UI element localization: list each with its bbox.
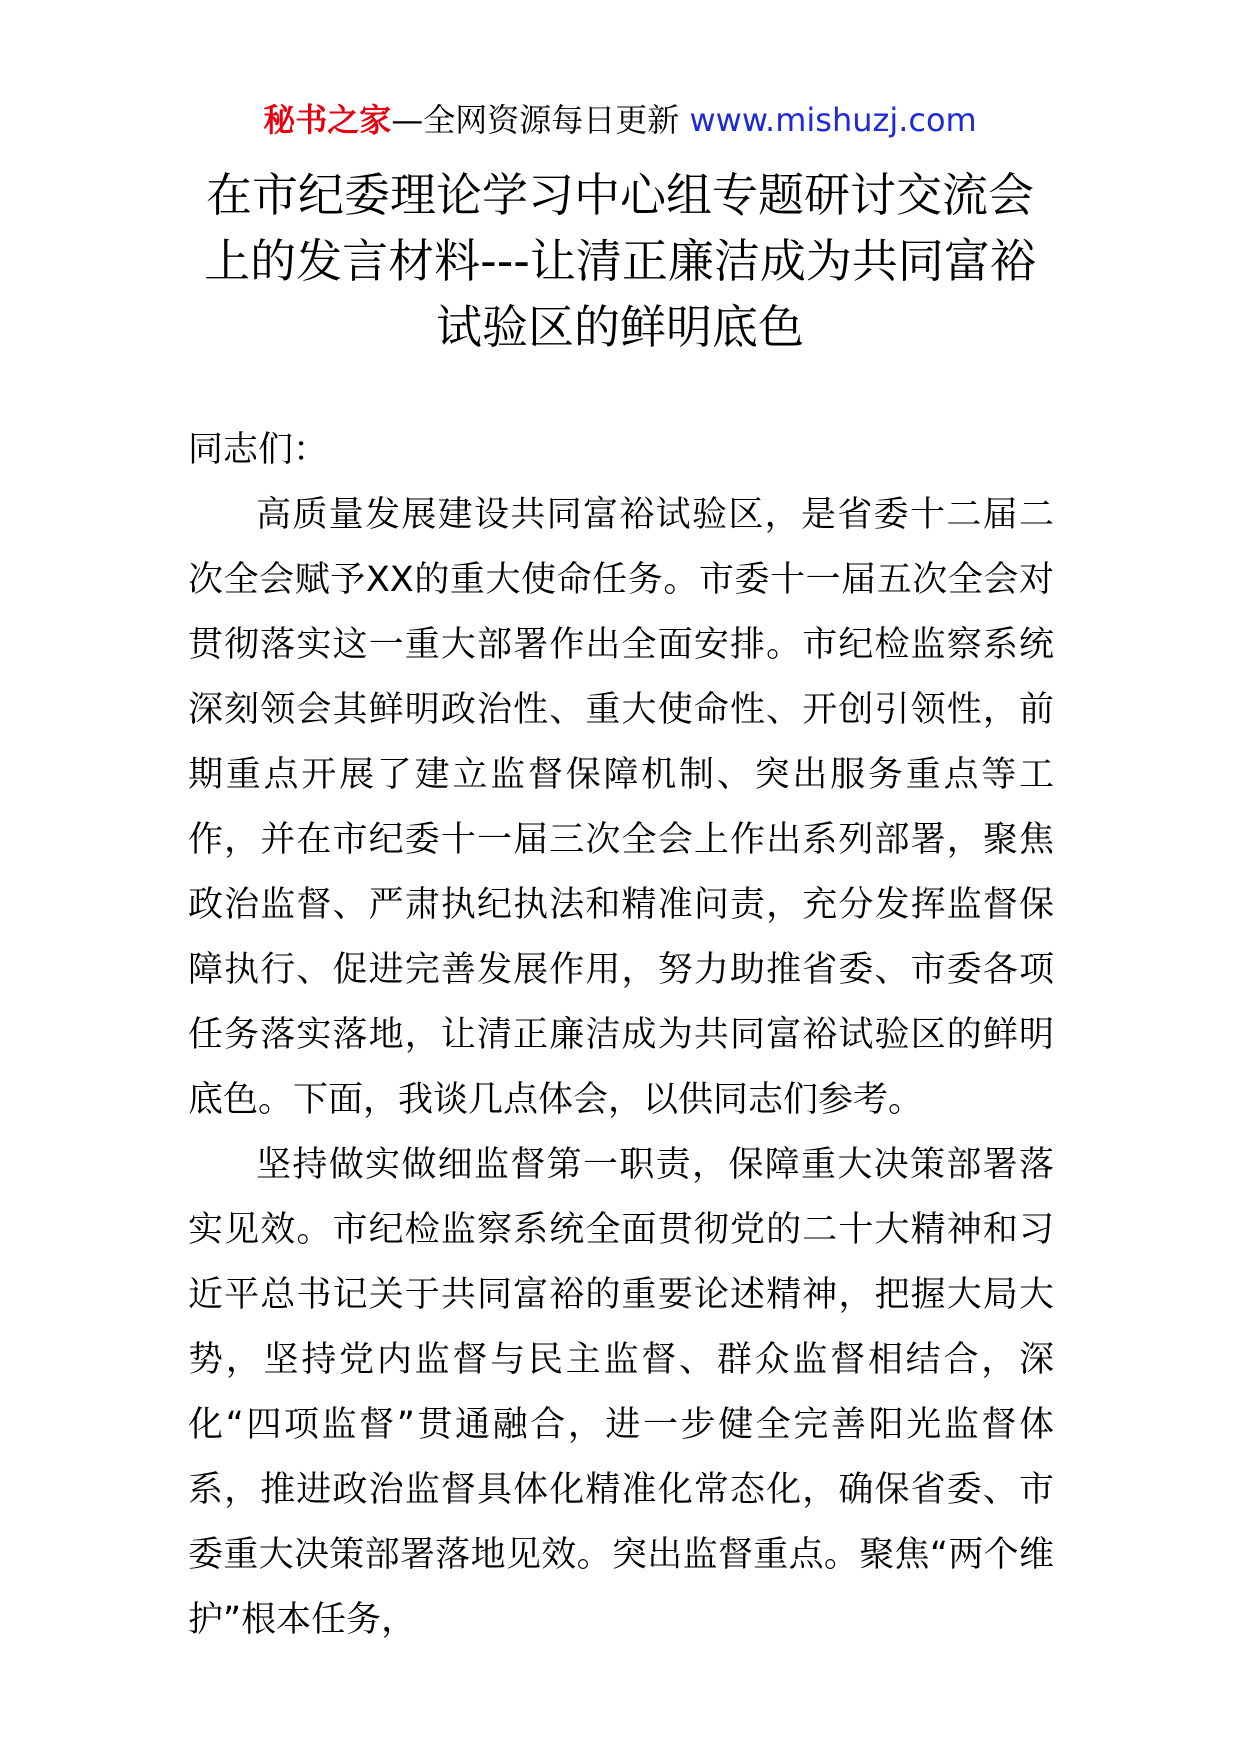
title-line: 上的发言材料---让清正廉洁成为共同富裕 — [204, 234, 1036, 288]
document-body — [188, 418, 1054, 1653]
site-header — [0, 100, 1240, 140]
body-paragraph: 坚持做实做细监督第一职责，保障重大决策部署落实见效。市纪检监察系统全面贯彻党的二十大精神和习近平总书记关于共同富裕的重要论述精神，把握大局大势，坚持党内监督与民主监督、群众监督相结合，深化“四项监督”贯通融合，进一步健全完善阳光监督体系，推进政治监督具体化精准化常态化，确保省委、市委重大决策部署落地见效。突出监督重点。聚焦“两个维护”根本任务， — [188, 1145, 1054, 1640]
body-paragraph: 高质量发展建设共同富裕试验区，是省委十二届二次全会赋予XX的重大使命任务。市委十一届五次全会对贯彻落实这一重大部署作出全面安排。市纪检监察系统深刻领会其鲜明政治性、重大使命性、开创引领性，前期重点开展了建立监督保障机制、突出服务重点等工作，并在市纪委十一届三次全会上作出系列部署，聚焦政治监督、严肃执纪执法和精准问责，充分发挥监督保障执行、促进完善发展作用，努力助推省委、市委各项任务落实落地，让清正廉洁成为共同富裕试验区的鲜明底色。下面，我谈几点体会，以供同志们参考。 — [188, 495, 1054, 1120]
site-brand: 秘书之家 — [263, 101, 392, 139]
title-line: 在市纪委理论学习中心组专题研讨交流会 — [206, 168, 1034, 222]
site-tagline: —全网资源每日更新 — [391, 101, 680, 139]
document-title — [150, 162, 1090, 360]
title-line: 试验区的鲜明底色 — [436, 300, 804, 354]
salutation: 同志们： — [188, 430, 329, 470]
site-url-link[interactable]: www.mishuzj.com — [689, 101, 977, 139]
